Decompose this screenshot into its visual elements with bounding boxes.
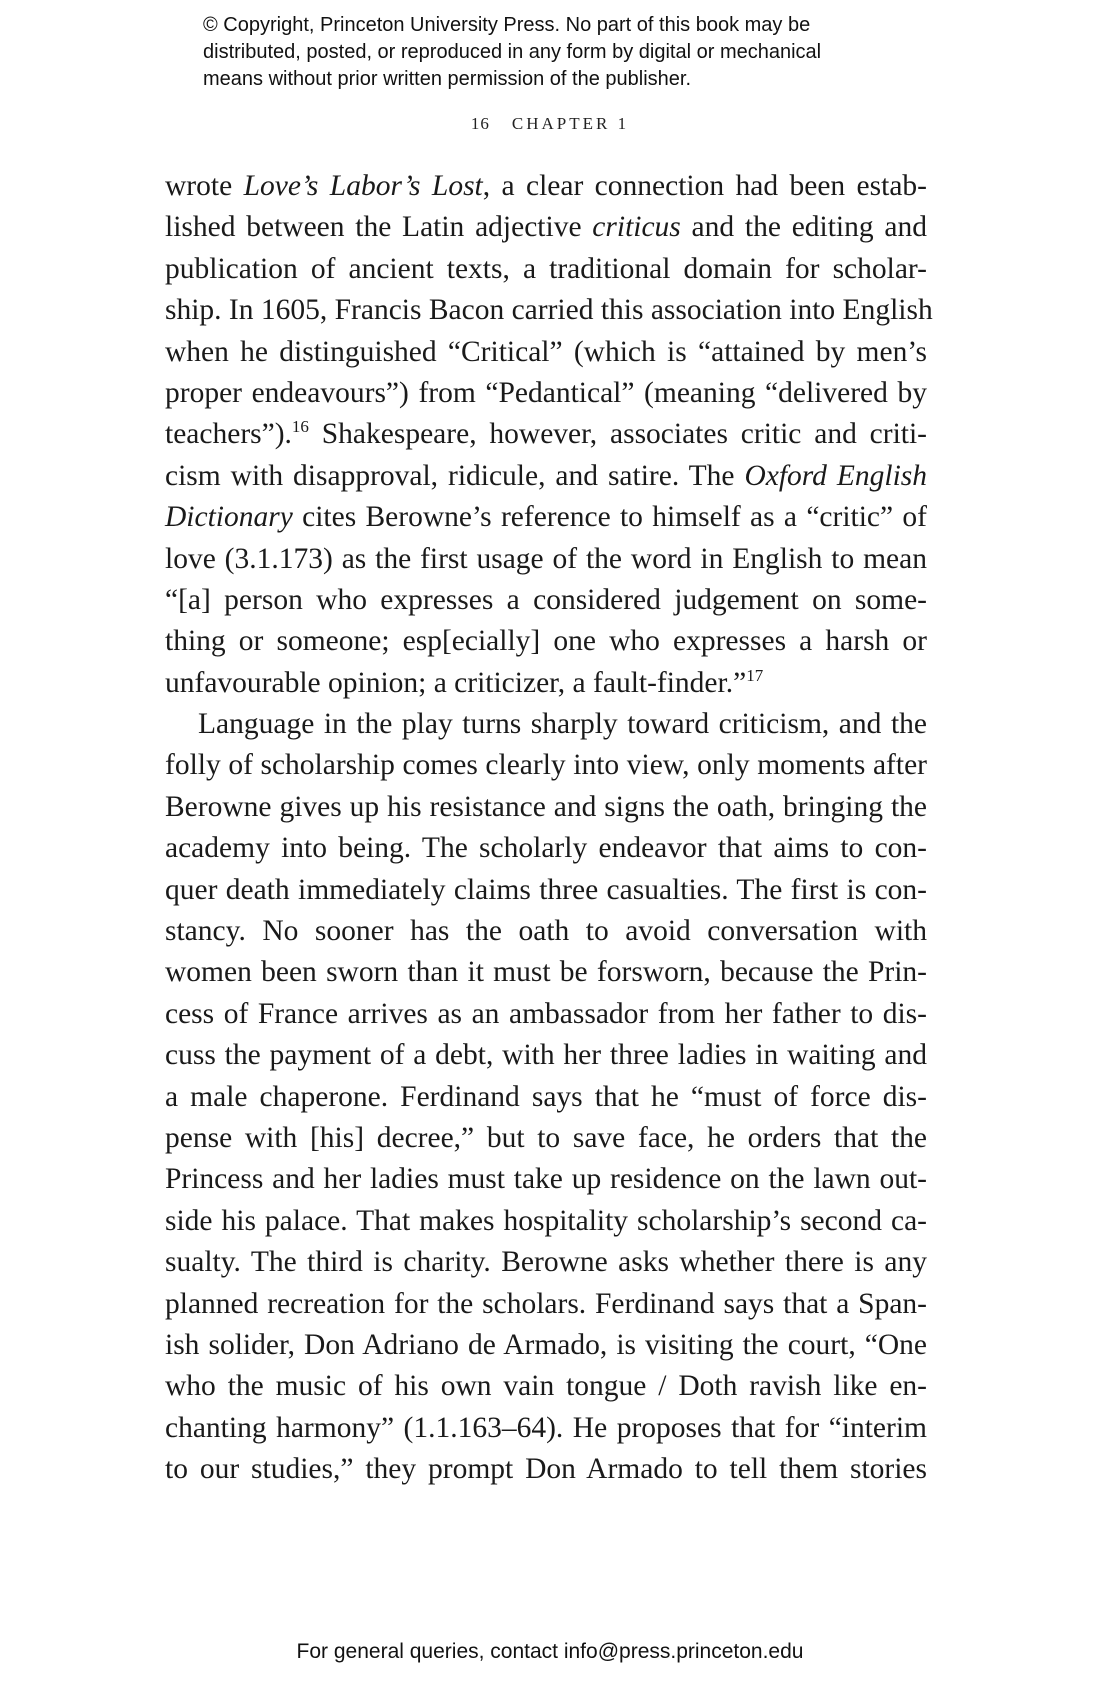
text-line: who the music of his own vain tongue / Doth ravish like en- <box>165 1370 927 1403</box>
text-line: chanting harmony” (1.1.163–64). He proposes that for “interim <box>165 1411 927 1444</box>
text-run: teachers”). <box>165 418 292 451</box>
text-line: proper endeavours”) from “Pedantical” (meaning “delivered by <box>165 376 927 409</box>
copyright-notice <box>203 12 963 93</box>
copyright-line: © Copyright, Princeton University Press. No part of this book may be <box>203 14 811 36</box>
text-line: ish solider, Don Adriano de Armado, is visiting the court, “One <box>165 1328 927 1361</box>
text-run: Shakespeare, however, associates critic and criti- <box>308 418 927 451</box>
text-line: planned recreation for the scholars. Ferdinand says that a Span- <box>165 1287 927 1320</box>
text-line <box>165 166 927 207</box>
running-head <box>0 114 1100 134</box>
text-line: publication of ancient texts, a traditional domain for scholar- <box>165 252 927 285</box>
text-line: when he distinguished “Critical” (which is “attained by men’s <box>165 335 927 368</box>
text-run: wrote <box>165 170 244 202</box>
paragraph <box>165 166 933 704</box>
text-line: to our studies,” they prompt Don Armado to tell them stories <box>165 1453 927 1486</box>
text-line: cess of France arrives as an ambassador from her father to dis- <box>165 997 927 1030</box>
text-line: a male chaperone. Ferdinand says that he “must of force dis- <box>165 1080 927 1113</box>
text-run: unfavourable opinion; a criticizer, a fault-finder.” <box>165 666 747 699</box>
body-text <box>165 166 933 1491</box>
footnote-ref: 16 <box>291 417 309 437</box>
text-line: cuss the payment of a debt, with her three ladies in waiting and <box>165 1039 927 1072</box>
text-run: , a clear connection had been estab- <box>482 170 927 202</box>
copyright-line: means without prior written permission of the publisher. <box>203 68 692 90</box>
text-line: ship. In 1605, Francis Bacon carried this association into English <box>165 294 933 327</box>
text-line: women been sworn than it must be forsworn, because the Prin- <box>165 956 927 989</box>
chapter-label: CHAPTER 1 <box>511 114 630 133</box>
footer-contact: For general queries, contact info@press.princeton.edu <box>296 1640 804 1663</box>
book-title: Dictionary <box>165 501 293 534</box>
text-line <box>165 207 927 248</box>
text-line: side his palace. That makes hospitality scholarship’s second ca- <box>165 1204 927 1237</box>
text-run: lished between the Latin adjective <box>165 211 593 244</box>
footnote-ref: 17 <box>746 665 764 685</box>
text-line: sualty. The third is charity. Berowne asks whether there is any <box>165 1246 927 1279</box>
page-number: 16 <box>470 114 490 133</box>
text-line <box>165 497 927 538</box>
text-line: Berowne gives up his resistance and signs the oath, bringing the <box>165 790 927 823</box>
text-run: cites Berowne’s reference to himself as a “critic” of <box>292 501 927 534</box>
text-line <box>165 456 927 497</box>
text-run: cism with disapproval, ridicule, and satire. The <box>165 459 745 492</box>
text-line: stancy. No sooner has the oath to avoid conversation with <box>165 915 927 948</box>
text-line: pense with [his] decree,” but to save face, he orders that the <box>165 1121 927 1154</box>
text-line: Language in the play turns sharply toward criticism, and the <box>198 708 927 741</box>
text-run: and the editing and <box>680 211 927 244</box>
text-line: “[a] person who expresses a considered judgement on some- <box>165 583 927 616</box>
book-title: Oxford English <box>744 459 928 492</box>
latin-term: criticus <box>592 211 681 244</box>
text-line: academy into being. The scholarly endeavor that aims to con- <box>165 832 927 865</box>
text-line: quer death immediately claims three casualties. The first is con- <box>165 873 927 906</box>
text-line: Princess and her ladies must take up residence on the lawn out- <box>165 1163 927 1196</box>
text-line <box>165 663 927 704</box>
copyright-line: distributed, posted, or reproduced in any form by digital or mechanical <box>203 41 822 63</box>
text-line <box>165 414 927 455</box>
text-line: folly of scholarship comes clearly into view, only moments after <box>165 749 927 782</box>
text-line: thing or someone; esp[ecially] one who expresses a harsh or <box>165 625 927 658</box>
book-title: Love’s Labor’s Lost <box>243 170 483 202</box>
text-line: love (3.1.173) as the first usage of the word in English to mean <box>165 542 927 575</box>
paragraph <box>165 704 927 1490</box>
